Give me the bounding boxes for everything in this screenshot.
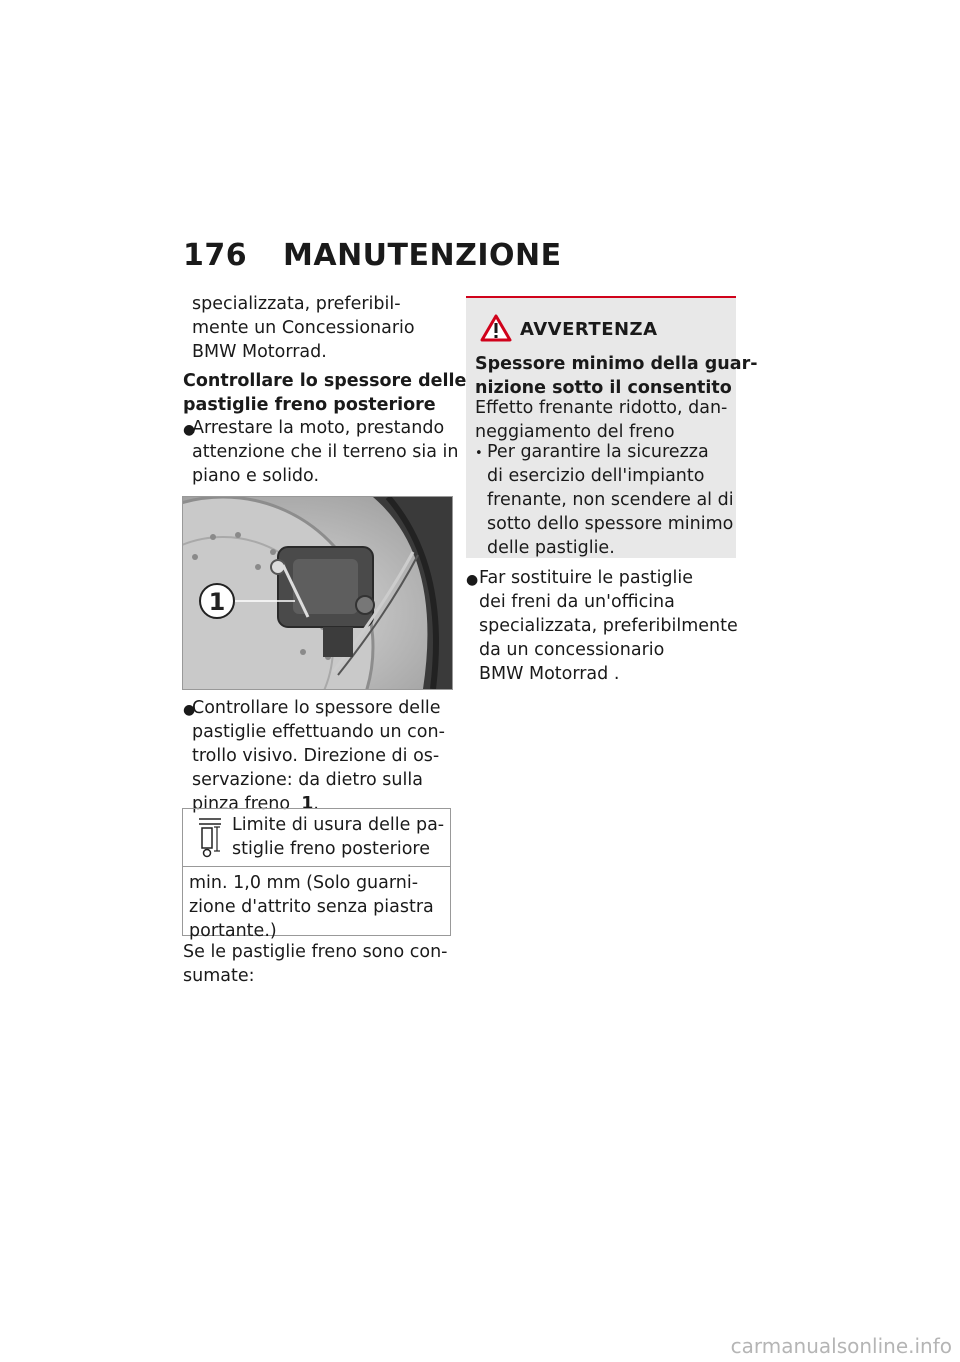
brake-caliper-illustration: [183, 497, 452, 689]
step-line: Controllare lo spessore delle: [192, 698, 441, 718]
bullet-icon: •: [475, 446, 483, 461]
intro-line: BMW Motorrad.: [192, 342, 327, 362]
step-line: pinza freno 1.: [192, 794, 319, 814]
warning-bullet: frenante, non scendere al di: [487, 490, 734, 510]
step-line: piano e solido.: [192, 466, 320, 486]
step-line: trollo visivo. Direzione di os-: [192, 746, 440, 766]
bullet-icon: ●: [183, 422, 196, 438]
step-line: dei freni da un'officina: [479, 592, 675, 612]
bullet-icon: ●: [183, 702, 196, 718]
warning-bullet: Per garantire la sicurezza: [487, 442, 709, 462]
step-line: attenzione che il terreno sia in: [192, 442, 459, 462]
worn-line: Se le pastiglie freno sono con-: [183, 942, 448, 962]
step-line: Arrestare la moto, prestando: [192, 418, 445, 438]
warning-bullet: di esercizio dell'impianto: [487, 466, 705, 486]
warning-body: Effetto frenante ridotto, dan-: [475, 398, 728, 418]
spec-value: zione d'attrito senza piastra: [189, 897, 434, 917]
step-line: specializzata, preferibilmente: [479, 616, 738, 636]
warning-body: neggiamento del freno: [475, 422, 675, 442]
spec-value: min. 1,0 mm (Solo guarni-: [189, 873, 419, 893]
intro-line: specializzata, preferibil-: [192, 294, 401, 314]
warning-heading: nizione sotto il consentito: [475, 378, 732, 398]
warning-heading: Spessore minimo della guar-: [475, 354, 758, 374]
step-line: BMW Motorrad .: [479, 664, 620, 684]
spec-label: stiglie freno posteriore: [232, 839, 431, 859]
spec-box: [182, 808, 451, 941]
brake-caliper-photo: [182, 496, 453, 690]
spec-value: portante.): [189, 921, 277, 941]
warning-bullet: sotto dello spessore minimo: [487, 514, 734, 534]
worn-line: sumate:: [183, 966, 255, 986]
spec-divider: [183, 866, 450, 867]
section-heading: pastiglie freno posteriore: [183, 395, 436, 415]
watermark[interactable]: carmanualsonline.info: [730, 1334, 952, 1358]
warning-box: [466, 296, 758, 558]
section-heading: Controllare lo spessore delle: [183, 371, 467, 391]
warning-triangle-icon: [480, 314, 512, 342]
bullet-icon: ●: [466, 572, 479, 588]
chapter-title: MANUTENZIONE: [283, 238, 562, 273]
step-line: da un concessionario: [479, 640, 665, 660]
figure-reference: 1: [301, 794, 314, 814]
step-line: pastiglie effettuando un con-: [192, 722, 445, 742]
warning-title: AVVERTENZA: [520, 319, 658, 340]
page-number: 176: [183, 238, 248, 273]
step-line: servazione: da dietro sulla: [192, 770, 423, 790]
brake-pad-thickness-icon: [197, 817, 223, 859]
figure-callout-label: 1: [208, 588, 226, 616]
intro-line: mente un Concessionario: [192, 318, 415, 338]
spec-label: Limite di usura delle pa-: [232, 815, 445, 835]
warning-bullet: delle pastiglie.: [487, 538, 615, 558]
step-line: Far sostituire le pastiglie: [479, 568, 694, 588]
